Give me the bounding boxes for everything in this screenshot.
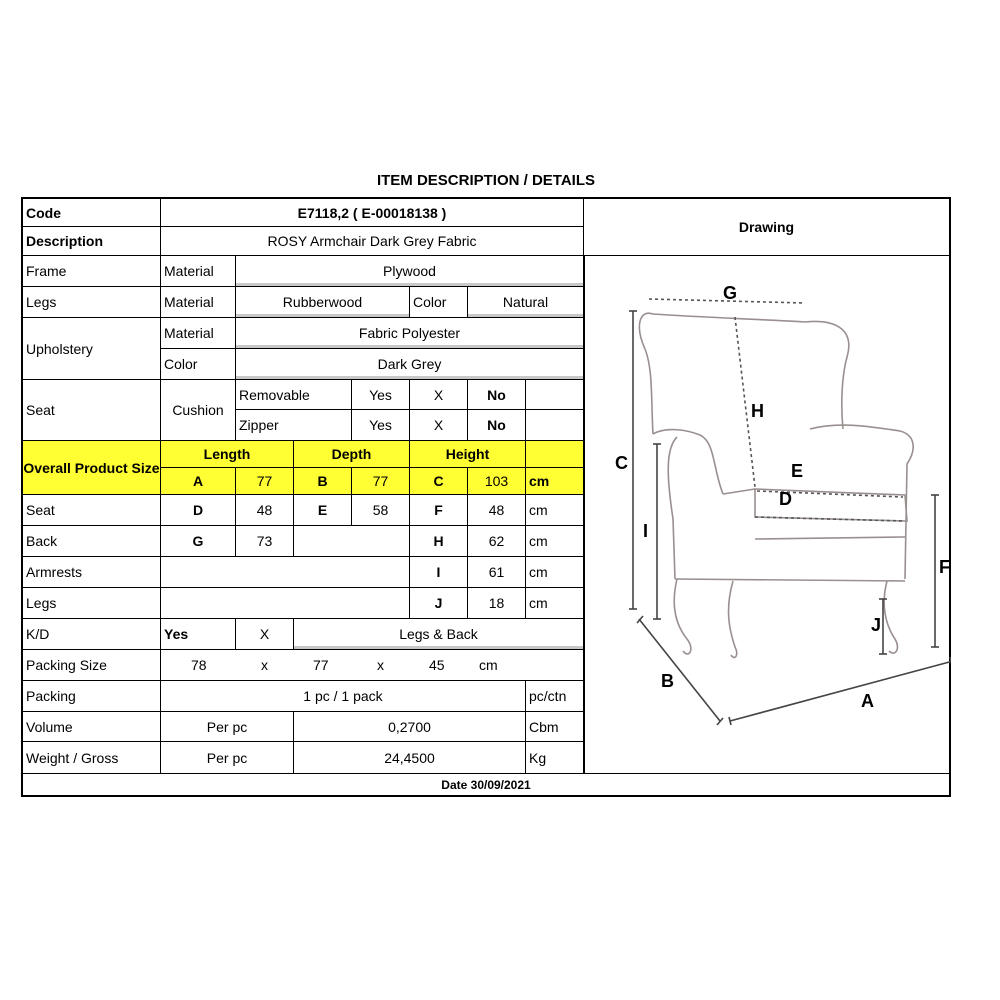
drawing-divider (584, 256, 585, 773)
armrests-unit: cm (526, 557, 584, 588)
seat-zipper-empty (526, 410, 584, 441)
seat-removable-empty (526, 380, 584, 410)
letter-j: J (871, 615, 882, 635)
seat-label: Seat (23, 380, 161, 441)
dim-b-label: B (294, 468, 352, 495)
letter-i: I (643, 521, 649, 541)
dim-b-value: 77 (352, 468, 410, 495)
upholstery-material: Fabric Polyester (236, 318, 584, 349)
volume-value: 0,2700 (294, 712, 526, 742)
seat-removable-mark: X (410, 380, 468, 410)
letter-b: B (661, 671, 674, 691)
armrests-empty (161, 557, 410, 588)
packing-label: Packing (23, 681, 161, 712)
armrests-label: Armrests (23, 557, 161, 588)
dim-c-label: C (410, 468, 468, 495)
legs-label: Legs (23, 287, 161, 318)
overall-size-label: Overall Product Size (23, 441, 161, 495)
overall-unit: cm (526, 468, 584, 495)
letter-f: F (939, 557, 950, 577)
dim-j-value: 18 (468, 588, 526, 619)
legs-dims-label: Legs (23, 588, 161, 619)
seat-removable-no: No (468, 380, 526, 410)
spec-sheet (21, 197, 951, 797)
seat-zipper-yes: Yes (352, 410, 410, 441)
weight-per: Per pc (161, 742, 294, 773)
weight-label: Weight / Gross (23, 742, 161, 773)
dim-h-value: 62 (468, 526, 526, 557)
upholstery-color-label: Color (161, 349, 236, 380)
code-label: Code (23, 199, 161, 227)
legs-dims-empty (161, 588, 410, 619)
legs-color: Natural (468, 287, 584, 318)
packing-value: 1 pc / 1 pack (161, 681, 526, 712)
packing-size-x2: x (377, 657, 384, 673)
seat-type: Cushion (161, 380, 236, 441)
page-title: ITEM DESCRIPTION / DETAILS (376, 172, 596, 189)
upholstery-label: Upholstery (23, 318, 161, 380)
height-label: Height (410, 441, 526, 468)
seat-removable-label: Removable (236, 380, 352, 410)
overall-unit-header (526, 441, 584, 468)
letter-h: H (751, 401, 764, 421)
letter-e: E (791, 461, 804, 481)
armchair-outline (639, 313, 913, 657)
frame-material: Plywood (236, 256, 584, 287)
packing-size-height: 45 (429, 657, 445, 673)
frame-material-label: Material (161, 256, 236, 287)
packing-size-length: 78 (191, 657, 207, 673)
packing-size-x1: x (261, 657, 268, 673)
seat-zipper-no: No (468, 410, 526, 441)
kd-yes: Yes (161, 619, 236, 650)
dim-e-label: E (294, 495, 352, 526)
seat-zipper-mark: X (410, 410, 468, 441)
dim-d-value: 48 (236, 495, 294, 526)
back-dims-label: Back (23, 526, 161, 557)
dim-i-label: I (410, 557, 468, 588)
dim-d-label: D (161, 495, 236, 526)
dim-c-value: 103 (468, 468, 526, 495)
packing-size-unit: cm (479, 657, 498, 673)
seat-zipper-label: Zipper (236, 410, 352, 441)
back-dims-empty (294, 526, 410, 557)
dim-h-label: H (410, 526, 468, 557)
packing-size-row (161, 650, 584, 681)
description-value: ROSY Armchair Dark Grey Fabric (161, 227, 584, 256)
description-label: Description (23, 227, 161, 256)
letter-c: C (615, 453, 628, 473)
dim-e-value: 58 (352, 495, 410, 526)
date-footer: Date 30/09/2021 (23, 773, 949, 795)
kd-value: Legs & Back (294, 619, 584, 650)
dimension-letters (615, 283, 950, 711)
legs-dims-unit: cm (526, 588, 584, 619)
volume-unit: Cbm (526, 712, 584, 742)
weight-value: 24,4500 (294, 742, 526, 773)
legs-material: Rubberwood (236, 287, 410, 318)
length-label: Length (161, 441, 294, 468)
weight-unit: Kg (526, 742, 584, 773)
letter-d: D (779, 489, 792, 509)
dim-j-label: J (410, 588, 468, 619)
packing-size-width: 77 (313, 657, 329, 673)
dim-a-label: A (161, 468, 236, 495)
dimension-guides (649, 299, 903, 521)
packing-size-label: Packing Size (23, 650, 161, 681)
code-value: E7118,2 ( E-00018138 ) (161, 199, 584, 227)
drawing-label: Drawing (584, 199, 949, 256)
volume-per: Per pc (161, 712, 294, 742)
seat-dims-label: Seat (23, 495, 161, 526)
letter-a: A (861, 691, 874, 711)
kd-mark: X (236, 619, 294, 650)
kd-label: K/D (23, 619, 161, 650)
legs-material-label: Material (161, 287, 236, 318)
upholstery-color: Dark Grey (236, 349, 584, 380)
packing-unit: pc/ctn (526, 681, 584, 712)
dim-f-value: 48 (468, 495, 526, 526)
dim-f-label: F (410, 495, 468, 526)
back-dims-unit: cm (526, 526, 584, 557)
upholstery-material-label: Material (161, 318, 236, 349)
letter-g: G (723, 283, 738, 303)
depth-label: Depth (294, 441, 410, 468)
frame-label: Frame (23, 256, 161, 287)
seat-dims-unit: cm (526, 495, 584, 526)
legs-color-label: Color (410, 287, 468, 318)
dim-g-label: G (161, 526, 236, 557)
seat-removable-yes: Yes (352, 380, 410, 410)
dim-i-value: 61 (468, 557, 526, 588)
volume-label: Volume (23, 712, 161, 742)
armchair-dimension-drawing (605, 259, 951, 771)
dim-g-value: 73 (236, 526, 294, 557)
dim-a-value: 77 (236, 468, 294, 495)
